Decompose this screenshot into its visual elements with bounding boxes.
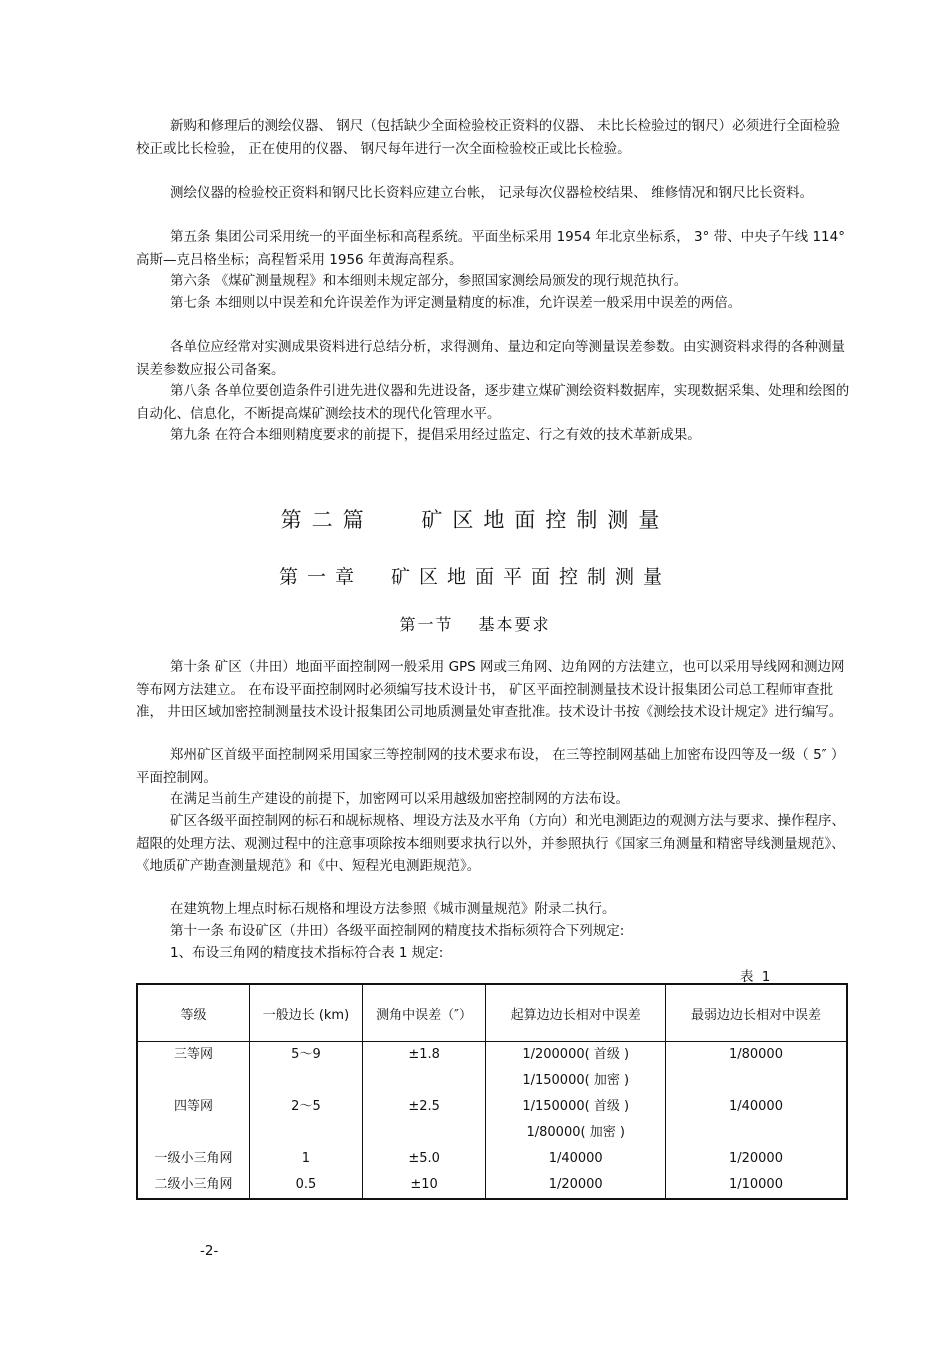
table-cell: 1/80000 — [665, 1042, 847, 1069]
table-row — [137, 1068, 847, 1094]
paragraph-article-10: 第十条 矿区（井田）地面平面控制网一般采用 GPS 网或三角网、边角网的方法建立，也可以采用导线网和测边网等布网方法建立。 在布设平面控制网时必须编写技术设计书， 矿区平面控制测量技术设计报集团公司总工程师审查批准， 井田区域加密控制测量技术设计报集团公司地质测量处审查批准。技术设计书按《测绘技术设计规定》进行编写。 — [136, 659, 845, 720]
table-cell: 1/40000 — [486, 1146, 666, 1172]
paragraph-monument-specs: 矿区各级平面控制网的标石和觇标规格、埋设方法及水平角（方向）和光电测距边的观测方法与要求、操作程序、超限的处理方法、观测过程中的注意事项除按本细则要求执行以外，并参照执行《国家三角测量和精密导线测量规范》、《地质矿产勘查测量规范》和《中、短程光电测距规范》。 — [136, 813, 845, 874]
table-cell — [665, 1120, 847, 1146]
part-title: 第二篇 矿区地面控制测量 — [280, 508, 670, 532]
table-cell: 1/40000 — [665, 1094, 847, 1120]
table-cell: 5～9 — [250, 1042, 363, 1069]
table-cell: 1 — [250, 1146, 363, 1172]
table-cell: 0.5 — [250, 1172, 363, 1199]
table-row — [137, 1042, 847, 1069]
paragraph-article-8: 第八条 各单位要创造条件引进先进仪器和先进设备，逐步建立煤矿测绘资料数据库，实现数据采集、处理和绘图的自动化、信息化，不断提高煤矿测绘技术的现代化管理水平。 — [136, 383, 850, 422]
table-cell: 三等网 — [137, 1042, 250, 1069]
triangulation-accuracy-table — [136, 983, 848, 1200]
table-cell — [250, 1120, 363, 1146]
paragraph-building-points: 在建筑物上埋点时标石规格和埋设方法参照《城市测量规范》附录二执行。 — [170, 901, 616, 917]
table-cell: 1/10000 — [665, 1172, 847, 1199]
table-cell: 一级小三角网 — [137, 1146, 250, 1172]
table-cell: 二级小三角网 — [137, 1172, 250, 1199]
chapter-title: 第一章 矿区地面平面控制测量 — [278, 566, 671, 588]
table-cell — [137, 1120, 250, 1146]
table-cell: 1/20000 — [486, 1172, 666, 1199]
paragraph-triangulation-spec: 1、布设三角网的精度技术指标符合表 1 规定: — [170, 945, 444, 961]
paragraph-article-6: 第六条 《煤矿测量规程》和本细则未规定部分，参照国家测绘局颁发的现行规范执行。 — [170, 273, 688, 289]
table-cell: 1/150000( 首级 ) — [486, 1094, 666, 1120]
table-cell — [362, 1120, 486, 1146]
table-cell: 1/150000( 加密 ) — [486, 1068, 666, 1094]
header-side-length: 一般边长 (km) — [250, 984, 363, 1042]
table-cell: 1/200000( 首级 ) — [486, 1042, 666, 1069]
paragraph-article-5: 第五条 集团公司采用统一的平面坐标和高程系统。平面坐标采用 1954 年北京坐标系， 3° 带、中央子午线 114° 高斯—克吕格坐标；高程暂采用 1956 年黄海高程系。 — [136, 229, 845, 268]
paragraph-article-7: 第七条 本细则以中误差和允许误差作为评定测量精度的标准，允许误差一般采用中误差的两倍。 — [170, 295, 742, 311]
table-cell: ±5.0 — [362, 1146, 486, 1172]
header-angle-error: 测角中误差（″） — [362, 984, 486, 1042]
table-cell: ±10 — [362, 1172, 486, 1199]
paragraph-article-9: 第九条 在符合本细则精度要求的前提下，提倡采用经过监定、行之有效的技术革新成果。 — [170, 427, 701, 443]
paragraph-calibration-ledger: 测绘仪器的检验校正资料和钢尺比长资料应建立台帐， 记录每次仪器检校结果、 维修情况和钢尺比长资料。 — [170, 185, 814, 201]
paragraph-error-analysis: 各单位应经常对实测成果资料进行总结分析，求得测角、量边和定向等测量误差参数。由实测资料求得的各种测量误差参数应报公司备案。 — [136, 339, 845, 378]
table-cell — [362, 1068, 486, 1094]
table-cell: 1/20000 — [665, 1146, 847, 1172]
table-cell: 2～5 — [250, 1094, 363, 1120]
table-cell — [137, 1068, 250, 1094]
section-title: 第一节 基本要求 — [399, 615, 551, 634]
header-grade: 等级 — [137, 984, 250, 1042]
table-row — [137, 1120, 847, 1146]
page-number: -2- — [200, 1243, 219, 1259]
table-cell: ±1.8 — [362, 1042, 486, 1069]
table-row — [137, 1172, 847, 1199]
table-cell: 四等网 — [137, 1094, 250, 1120]
table-cell — [250, 1068, 363, 1094]
paragraph-instrument-calibration: 新购和修理后的测绘仪器、 钢尺（包括缺少全面检验校正资料的仪器、 未比长检验过的钢尺）必须进行全面检验校正或比长检验， 正在使用的仪器、 钢尺每年进行一次全面检验校正或比长检验。 — [136, 118, 841, 157]
header-weakest-side-error: 最弱边边长相对中误差 — [665, 984, 847, 1042]
table-cell — [665, 1068, 847, 1094]
table-cell: 1/80000( 加密 ) — [486, 1120, 666, 1146]
table-row — [137, 1094, 847, 1120]
header-start-side-error: 起算边边长相对中误差 — [486, 984, 666, 1042]
table-header-row — [137, 984, 847, 1042]
paragraph-densification: 在满足当前生产建设的前提下，加密网可以采用越级加密控制网的方法布设。 — [170, 791, 629, 807]
paragraph-zhengzhou-network: 郑州矿区首级平面控制网采用国家三等控制网的技术要求布设， 在三等控制网基础上加密布设四等及一级（ 5″ ）平面控制网。 — [136, 747, 845, 786]
table-caption: 表 1 — [740, 969, 773, 985]
table-cell: ±2.5 — [362, 1094, 486, 1120]
table-row — [137, 1146, 847, 1172]
paragraph-article-11: 第十一条 布设矿区（井田）各级平面控制网的精度技术指标须符合下列规定: — [170, 923, 625, 939]
